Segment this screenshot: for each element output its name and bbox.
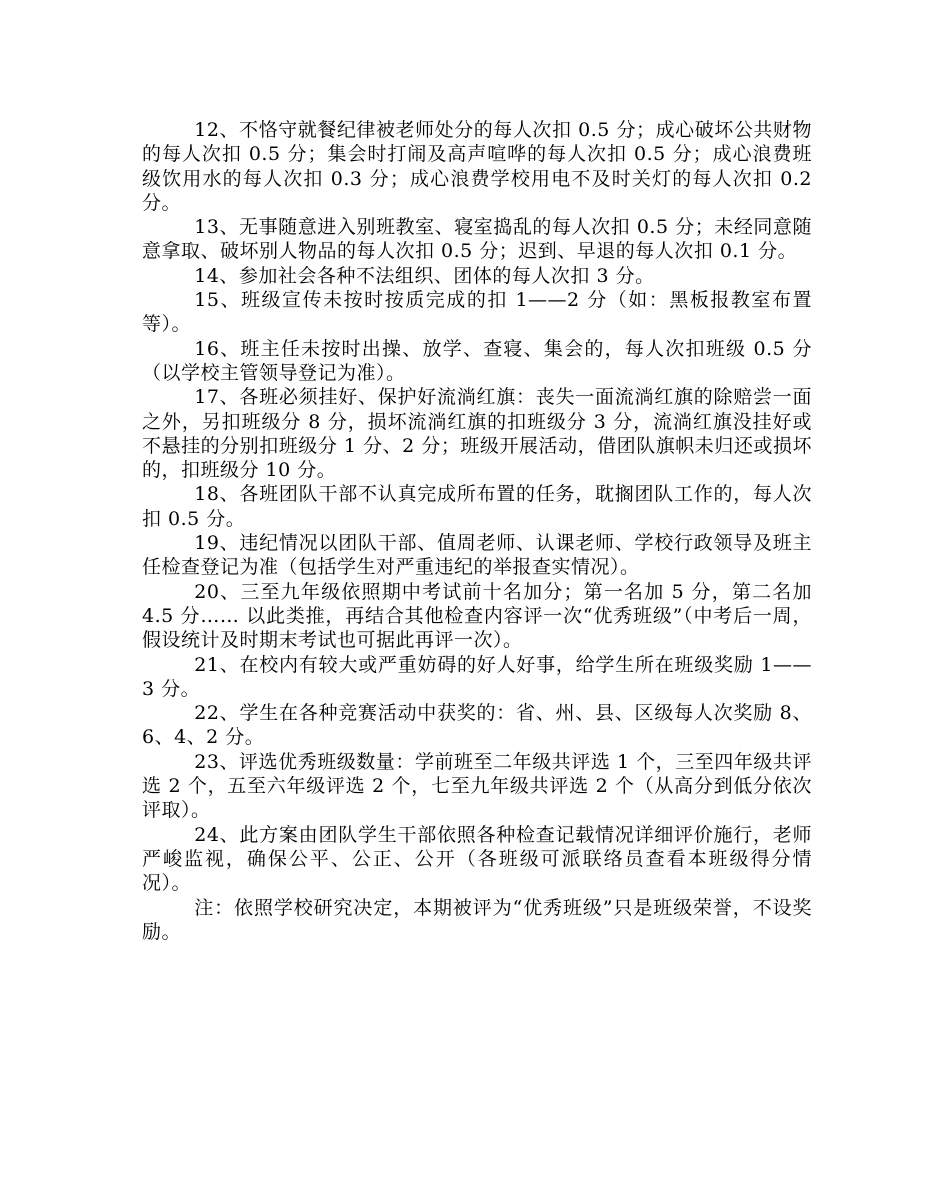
rule-item-21: 21、在校内有较大或严重妨碍的好人好事，给学生所在班级奖励 1——3 分。 — [142, 653, 812, 700]
rule-item-16: 16、班主任未按时出操、放学、查寝、集会的，每人次扣班级 0.5 分（以学校主管领导登记为准）。 — [142, 337, 812, 384]
note-paragraph: 注：依照学校研究决定，本期被评为“优秀班级”只是班级荣誉，不设奖励。 — [142, 896, 812, 943]
rule-item-13: 13、无事随意进入别班教室、寝室捣乱的每人次扣 0.5 分；未经同意随意拿取、破坏别人物品的每人次扣 0.5 分；迟到、早退的每人次扣 0.1 分。 — [142, 216, 812, 263]
rule-item-23: 23、评选优秀班级数量：学前班至二年级共评选 1 个，三至四年级共评选 2 个，五至六年级评选 2 个，七至九年级共评选 2 个（从高分到低分依次评取）。 — [142, 750, 812, 822]
rule-item-18: 18、各班团队干部不认真完成所布置的任务，耽搁团队工作的，每人次扣 0.5 分。 — [142, 483, 812, 530]
rule-item-15: 15、班级宣传未按时按质完成的扣 1——2 分（如：黑板报教室布置等）。 — [142, 289, 812, 336]
rule-item-17: 17、各班必须挂好、保护好流淌红旗：丧失一面流淌红旗的除赔尝一面之外，另扣班级分 8 分，损坏流淌红旗的扣班级分 3 分，流淌红旗没挂好或不悬挂的分别扣班级分 1 分、2 分；班级开展活动，借团队旗帜未归还或损坏的，扣班级分 10 分。 — [142, 386, 812, 482]
rule-item-24: 24、此方案由团队学生干部依照各种检查记载情况详细评价施行，老师严峻监视，确保公平、公正、公开（各班级可派联络员查看本班级得分情况）。 — [142, 823, 812, 895]
rule-item-20: 20、三至九年级依照期中考试前十名加分；第一名加 5 分，第二名加 4.5 分…… 以此类推，再结合其他检查内容评一次“优秀班级”（中考后一周，假设统计及时期末考试也可据此再评一次）。 — [142, 580, 812, 652]
rule-item-14: 14、参加社会各种不法组织、团体的每人次扣 3 分。 — [194, 264, 655, 287]
document-page — [142, 118, 812, 944]
rule-item-19: 19、违纪情况以团队干部、值周老师、认课老师、学校行政领导及班主任检查登记为准（包括学生对严重违纪的举报查实情况）。 — [142, 532, 812, 579]
rule-item-22: 22、学生在各种竞赛活动中获奖的：省、州、县、区级每人次奖励 8、6、4、2 分。 — [142, 702, 812, 749]
rule-item-12: 12、不恪守就餐纪律被老师处分的每人次扣 0.5 分；成心破坏公共财物的每人次扣 0.5 分；集会时打闹及高声喧哗的每人次扣 0.5 分；成心浪费班级饮用水的每人次扣 0.3 分；成心浪费学校用电不及时关灯的每人次扣 0.2 分。 — [142, 119, 812, 214]
